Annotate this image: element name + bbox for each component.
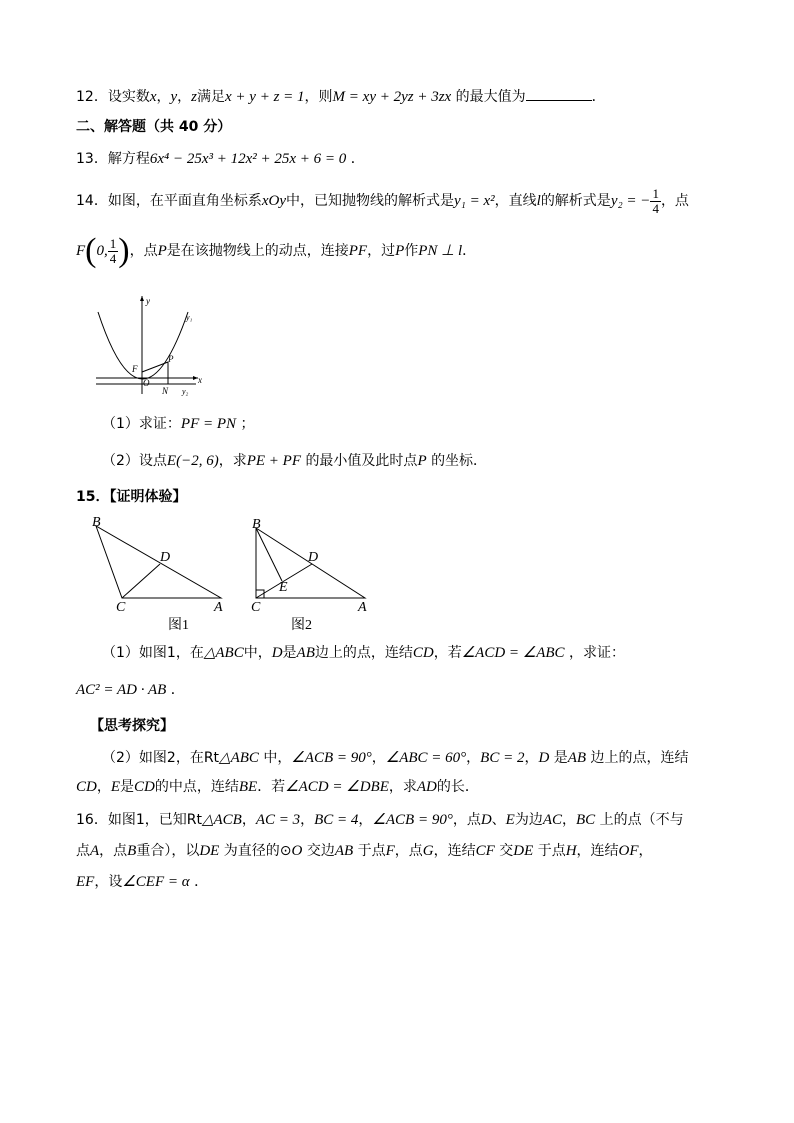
- text: 边上的点，连结: [314, 645, 413, 661]
- question-number: 13．: [76, 151, 108, 167]
- math: P: [395, 243, 405, 259]
- numerator: 1: [652, 185, 659, 201]
- label-y: y: [146, 296, 150, 306]
- text: ．: [350, 151, 365, 167]
- math: ∠ACD = ∠DBE: [285, 779, 389, 795]
- text: 交: [499, 843, 514, 859]
- text: ，连结: [433, 843, 476, 859]
- fraction: [650, 187, 661, 216]
- text: ．: [591, 89, 606, 105]
- text: ，: [358, 812, 373, 828]
- parabola-curve: [98, 312, 188, 379]
- text: 如图，在平面直角坐标系: [107, 193, 262, 209]
- math: AB: [296, 645, 315, 661]
- math: AB: [567, 750, 587, 766]
- text: ，: [562, 812, 577, 828]
- math: H: [565, 843, 577, 859]
- text: ，点: [660, 193, 689, 209]
- math: E(−2, 6): [166, 453, 219, 469]
- q15-sub2-line2: [76, 777, 479, 797]
- math: ∠ABC = 60°: [385, 750, 467, 766]
- text: （1）求证：: [102, 416, 181, 432]
- math: x + y + z = 1: [225, 89, 305, 105]
- text: （2）设点: [102, 453, 167, 469]
- question-number: 12．: [76, 89, 108, 105]
- label-p: P: [168, 354, 174, 364]
- text: 是: [120, 779, 135, 795]
- text: ．: [194, 874, 209, 890]
- math: EF: [76, 874, 95, 890]
- text: 的坐标．: [431, 453, 488, 469]
- y-axis-arrow: [140, 296, 144, 301]
- text: ．: [462, 243, 477, 259]
- math: AC: [542, 812, 563, 828]
- math: l: [536, 193, 541, 209]
- text: 的最小值及此时点: [305, 453, 418, 469]
- label-a: A: [358, 600, 367, 615]
- text: 是在该抛物线上的动点，连接: [166, 243, 349, 259]
- caption-fig1: 图1: [168, 618, 189, 633]
- text: ，求: [388, 779, 417, 795]
- text: ，点: [99, 843, 128, 859]
- text: ，则: [304, 89, 333, 105]
- q15-sub1-eq: [76, 680, 185, 700]
- question-14-line2: [76, 234, 476, 268]
- text: 中，: [263, 750, 292, 766]
- label-c: C: [116, 600, 126, 615]
- text: ，点: [129, 243, 158, 259]
- math: D: [480, 812, 492, 828]
- label-a: A: [214, 600, 223, 615]
- math: ∠ACB = 90°: [372, 812, 453, 828]
- text: 点: [76, 843, 90, 859]
- question-14: [76, 186, 689, 216]
- math: OF: [618, 843, 639, 859]
- math: O: [291, 843, 303, 859]
- text: ，求证：: [569, 645, 626, 661]
- text: ，: [371, 750, 386, 766]
- triangle-figure-1: [88, 514, 238, 634]
- text: 的中点，连结: [154, 779, 239, 795]
- label-d: D: [308, 550, 319, 565]
- math: z: [191, 89, 198, 105]
- question-16-line3: [76, 872, 208, 892]
- math: BE: [238, 779, 258, 795]
- text: 是: [282, 645, 297, 661]
- question-number: 15．: [76, 489, 110, 505]
- math: 0,: [96, 243, 108, 259]
- parabola-figure: [90, 290, 210, 398]
- label-c: C: [251, 600, 261, 615]
- q14-sub2: [102, 451, 487, 471]
- math: y₂ = −: [610, 193, 651, 209]
- math: CF: [475, 843, 495, 859]
- text: ，点: [452, 812, 481, 828]
- question-16: [76, 810, 684, 830]
- q15-sub1: [102, 643, 625, 663]
- math: B: [127, 843, 137, 859]
- text: 作: [404, 243, 419, 259]
- label-x: x: [198, 375, 202, 385]
- text: 为直径的⊙: [223, 843, 292, 859]
- text: ，设: [94, 874, 123, 890]
- text: 是: [553, 750, 568, 766]
- text: ，: [300, 812, 315, 828]
- text: 中，已知抛物线的解析式是: [285, 193, 454, 209]
- text: ，点: [394, 843, 423, 859]
- label-y2: y₂: [182, 387, 189, 396]
- text: ．若: [257, 779, 286, 795]
- math: PF = PN: [180, 416, 237, 432]
- math: P: [417, 453, 427, 469]
- q15-header2: 【思考探究】: [90, 718, 174, 734]
- text: （1）如图1，在: [102, 645, 204, 661]
- text: （2）如图2，在Rt: [102, 750, 220, 766]
- math: PE + PF: [246, 453, 301, 469]
- text: ，直线: [494, 193, 537, 209]
- text: 如图1，已知Rt: [107, 812, 202, 828]
- math: E: [110, 779, 121, 795]
- label-e: E: [279, 580, 288, 595]
- text: 【证明体验】: [109, 489, 187, 505]
- text: 的解析式是: [540, 193, 611, 209]
- text: 边上的点，连结: [590, 750, 689, 766]
- math: AB: [334, 843, 354, 859]
- text: ，: [156, 89, 171, 105]
- math: x: [149, 89, 157, 105]
- question-16-line2: [76, 841, 653, 861]
- math: F: [76, 243, 86, 259]
- label-y1: y₁: [186, 313, 193, 322]
- q15-sub2: [102, 748, 689, 768]
- text: 设实数: [107, 89, 150, 105]
- text: 于点: [537, 843, 566, 859]
- text: 中，: [243, 645, 272, 661]
- text: ，求: [218, 453, 247, 469]
- text: ，: [96, 779, 111, 795]
- text: ，: [524, 750, 539, 766]
- label-b: B: [252, 517, 261, 532]
- math: CD: [412, 645, 434, 661]
- question-12: [76, 86, 606, 107]
- text: 、: [491, 812, 506, 828]
- text: ，若: [433, 645, 462, 661]
- math: D: [538, 750, 550, 766]
- label-b: B: [92, 515, 101, 530]
- math: M = xy + 2yz + 3zx: [332, 89, 452, 105]
- q14-sub1: [102, 414, 255, 434]
- label-f: F: [132, 364, 138, 374]
- math: CD: [76, 779, 97, 795]
- question-number: 14．: [76, 193, 108, 209]
- paren: (: [85, 232, 97, 269]
- question-number: 16．: [76, 812, 108, 828]
- math: BC = 2: [480, 750, 525, 766]
- denominator: 4: [652, 200, 659, 216]
- text: 上的点（不与: [599, 812, 684, 828]
- triangle-figure-2: [246, 514, 376, 634]
- math: ∠ACD = ∠ABC: [461, 645, 565, 661]
- text: 解方程: [107, 151, 150, 167]
- text: 于点: [357, 843, 386, 859]
- text: 的最大值为: [455, 89, 526, 105]
- triangle-abc: [96, 526, 221, 598]
- math: xOy: [261, 193, 286, 209]
- math: AC = 3: [255, 812, 301, 828]
- math: BC = 4: [314, 812, 359, 828]
- question-15: [76, 487, 186, 507]
- math: P: [157, 243, 167, 259]
- math: PF: [348, 243, 368, 259]
- label-n: N: [162, 386, 169, 396]
- text: ．: [170, 682, 185, 698]
- text: ，: [177, 89, 192, 105]
- math: y₁ = x²: [453, 193, 495, 209]
- numerator: 1: [109, 235, 117, 251]
- math: PN ⊥ l: [418, 243, 463, 259]
- text: 的长．: [436, 779, 479, 795]
- math: G: [422, 843, 434, 859]
- math: y: [170, 89, 178, 105]
- text: ，: [638, 843, 653, 859]
- text: 为边: [514, 812, 543, 828]
- section-title: 二、解答题（共 40 分）: [76, 119, 232, 135]
- math: △ABC: [203, 645, 244, 661]
- text: 交边: [306, 843, 335, 859]
- math: F: [385, 843, 395, 859]
- denominator: 4: [109, 250, 117, 266]
- text: 满足: [197, 89, 226, 105]
- label-o: O: [143, 378, 150, 388]
- fraction: [108, 237, 119, 266]
- math: D: [271, 645, 283, 661]
- text: ，过: [367, 243, 396, 259]
- label-d: D: [160, 550, 171, 565]
- text: ；: [240, 416, 255, 432]
- math: CD: [134, 779, 155, 795]
- math: BC: [576, 812, 596, 828]
- math: A: [90, 843, 100, 859]
- answer-blank[interactable]: [526, 86, 592, 101]
- text: ，连结: [576, 843, 619, 859]
- math: 6x⁴ − 25x³ + 12x² + 25x + 6 = 0: [149, 151, 347, 167]
- text: ，: [466, 750, 481, 766]
- math: △ABC: [219, 750, 259, 766]
- math: E: [505, 812, 515, 828]
- math: ∠CEF = α: [122, 874, 190, 890]
- math: DE: [513, 843, 534, 859]
- segment-pf: [142, 362, 168, 372]
- text: 重合），以: [136, 843, 200, 859]
- question-13: [76, 149, 365, 169]
- math: △ACB: [201, 812, 242, 828]
- caption-fig2: 图2: [291, 618, 312, 633]
- math: AD: [416, 779, 437, 795]
- math: DE: [199, 843, 220, 859]
- math: AC² = AD · AB: [76, 682, 167, 698]
- paren: ): [118, 232, 130, 269]
- segment-cd: [122, 564, 160, 598]
- text: ，: [241, 812, 256, 828]
- math: ∠ACB = 90°: [291, 750, 372, 766]
